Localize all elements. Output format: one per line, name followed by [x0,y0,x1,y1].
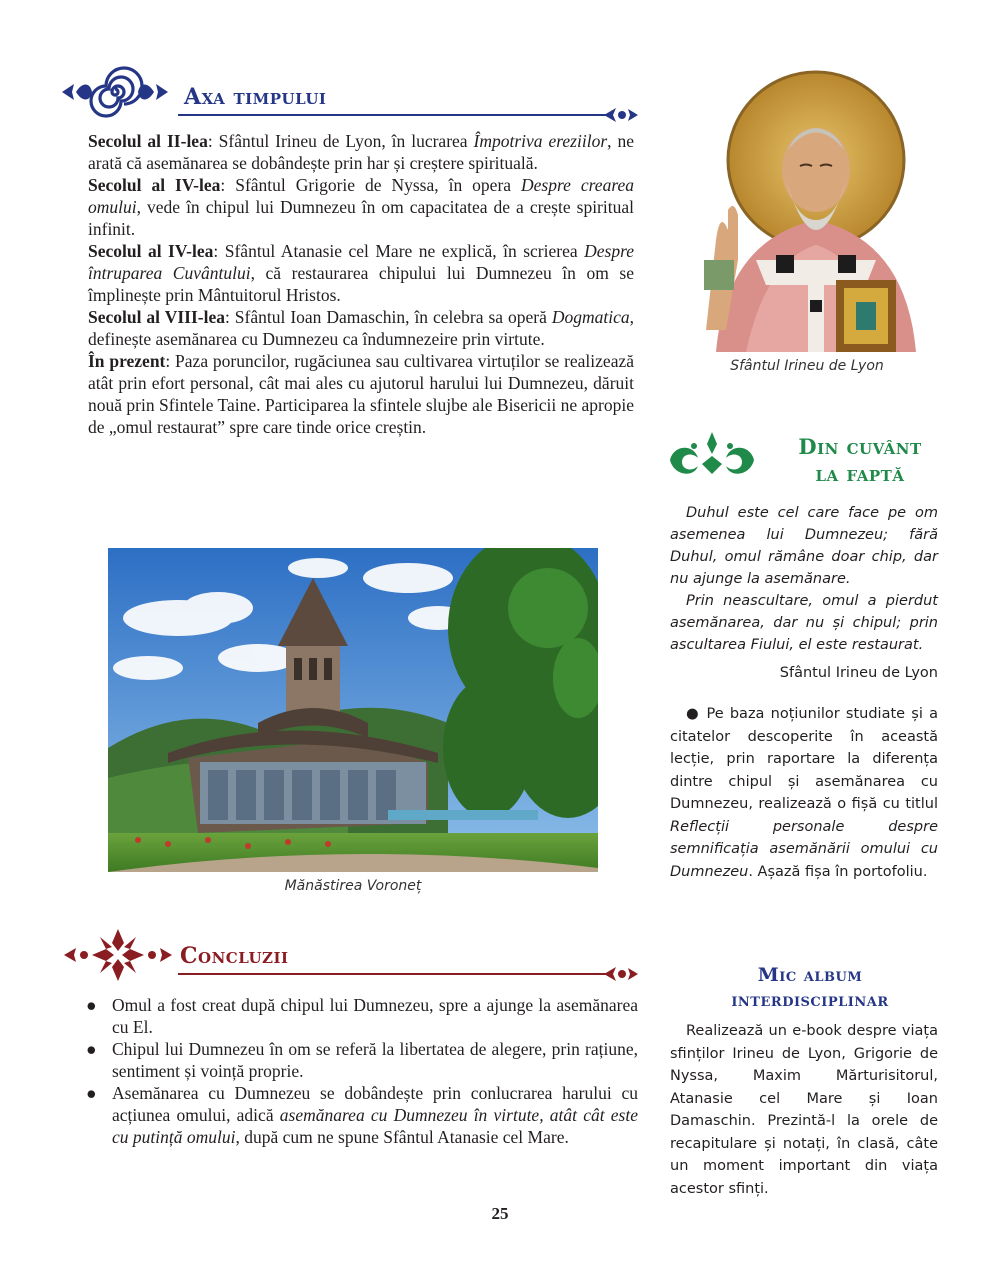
conclusions-heading: Concluzii [180,943,289,969]
timeline-entry-work: Împotriva ereziilor [473,131,608,151]
din-cuvant-heading [760,433,960,487]
timeline-ornament-icon [60,62,170,122]
conclusions-heading-rule [178,973,610,975]
task-text: Pe baza noțiunilor studiate și a citatelor descoperite în această lecție, prin raportare la diferența dintre chipul și asemănarea cu Dumnezeu, realizează o fișă cu titlul [670,706,938,812]
task-text: . Așază fișa în portofoliu. [748,863,928,880]
page-number: 25 [491,1204,509,1223]
conclusion-text: Omul a fost creat după chipul lui Dumnezeu, spre a ajunge la asemănarea cu El. [112,995,638,1037]
conclusion-text: , după cum ne spune Sfântul Atanasie cel Mare. [235,1127,569,1147]
quote-paragraph: Prin neascultare, omul a pierdut asemănarea, dar nu și chipul; prin ascultarea Fiului, el este restaurat. [670,593,938,653]
timeline-entry-label: În prezent [88,351,166,371]
conclusion-text: Asemănarea cu Dumnezeu se dobândește prin conlucrarea harului cu acțiunea omului, adică [112,1083,638,1125]
quote-paragraph: Duhul este cel care face pe om asemenea lui Dumnezeu; fără Duhul, omul rămâne doar chip, dar nu ajunge la asemănare. [670,505,938,587]
timeline-heading-rule [178,114,610,116]
timeline-entry-text: , ne arată că asemănarea se dobândește prin har și creștere spirituală. [88,131,634,173]
timeline-entry [88,306,634,350]
din-cuvant-ornament-icon [664,430,760,484]
timeline-entry-label: Secolul al II-lea [88,131,208,151]
timeline-entry-work: Despre întruparea Cuvântului [88,241,635,283]
mic-album-paragraph: Realizează un e-book despre viața sfinților Irineu de Lyon, Grigorie de Nyssa, Maxim Mărturisitorul, Atanasie cel Mare și Ioan Damaschin. Prezintă-l la orele de recapitulare și notați, în clasă, câte un moment important din viața acestor sfinți. [670,1023,938,1197]
timeline-entry-text: : Sfântul Ioan Damaschin, în celebra sa operă [224,307,552,327]
timeline-entry [88,240,634,306]
photo-caption: Mănăstirea Voroneț [284,878,422,894]
mic-album-heading-line: Mic album [757,964,863,986]
timeline-entry [88,174,634,240]
timeline-entry-text: , definește asemănarea cu Dumnezeu ca îndumnezeire prin virtute. [88,307,635,349]
timeline-entry-label: Secolul al IV-lea [88,175,221,195]
bullet-icon: ● [86,995,97,1015]
din-cuvant-heading-line: la faptă [815,461,905,486]
list-item [86,1038,638,1082]
conclusion-emphasis: asemănarea cu Dumnezeu în virtute, atât cât este cu putință omului [112,1105,639,1147]
conclusion-text: Chipul lui Dumnezeu în om se referă la libertatea de alegere, prin rațiune, sentiment și voință proprie. [112,1039,638,1081]
list-item [86,1082,638,1148]
rule-end-ornament-icon [604,963,638,985]
saint-caption: Sfântul Irineu de Lyon [730,358,884,374]
timeline-entry [88,130,634,174]
timeline-entry-text: : Sfântul Atanasie cel Mare ne explică, în scrierea [213,241,585,261]
mic-album-heading-line: interdisciplinar [731,989,889,1011]
conclusions-ornament-icon [62,925,174,985]
timeline-entry-text: : Sfântul Grigorie de Nyssa, în opera [220,175,522,195]
mic-album-text [670,1020,938,1200]
timeline-entry-label: Secolul al VIII-lea [88,307,225,327]
quote-author: Sfântul Irineu de Lyon [779,665,938,681]
voronet-monastery-photo [108,548,598,872]
task-title: Reflecții personale despre semnificația asemănării omului cu Dumnezeu [670,818,938,880]
bullet-icon: ● [686,706,701,722]
saint-irineu-icon-image [676,70,944,352]
list-item [86,994,638,1038]
irineu-quote [670,502,938,656]
timeline-entry-label: Secolul al IV-lea [88,241,214,261]
bullet-icon: ● [86,1083,97,1103]
mic-album-heading [665,963,955,1013]
conclusions-list [86,994,638,1148]
timeline-entry [88,350,634,438]
timeline-entry-text: , că restaurarea chipului lui Dumnezeu în om se împlinește prin Mântuitorul Hristos. [88,263,634,305]
din-cuvant-heading-line: Din cuvânt [798,434,922,459]
portfolio-task [670,703,938,883]
timeline-heading: Axa timpului [184,84,327,110]
timeline-text [88,130,634,438]
bullet-icon: ● [86,1039,97,1059]
timeline-entry-work: Despre crearea omului [88,175,635,217]
timeline-entry-work: Dogmatica [551,307,630,327]
timeline-entry-text: , vede în chipul lui Dumnezeu în om capacitatea de a crește spiritual infinit. [88,197,634,239]
rule-end-ornament-icon [604,104,638,126]
timeline-entry-text: : Sfântul Irineu de Lyon, în lucrarea [207,131,474,151]
timeline-entry-text: : Paza poruncilor, rugăciunea sau cultivarea virtuților se realizează atât prin efort personal, cât mai ales cu ajutorul harului lui Dumnezeu, dăruit nouă prin Sfintele Taine. Participarea la sfintele slujbe ale Bisericii ne apropie de „omul restaurat” spre care tinde orice creștin. [88,351,634,437]
